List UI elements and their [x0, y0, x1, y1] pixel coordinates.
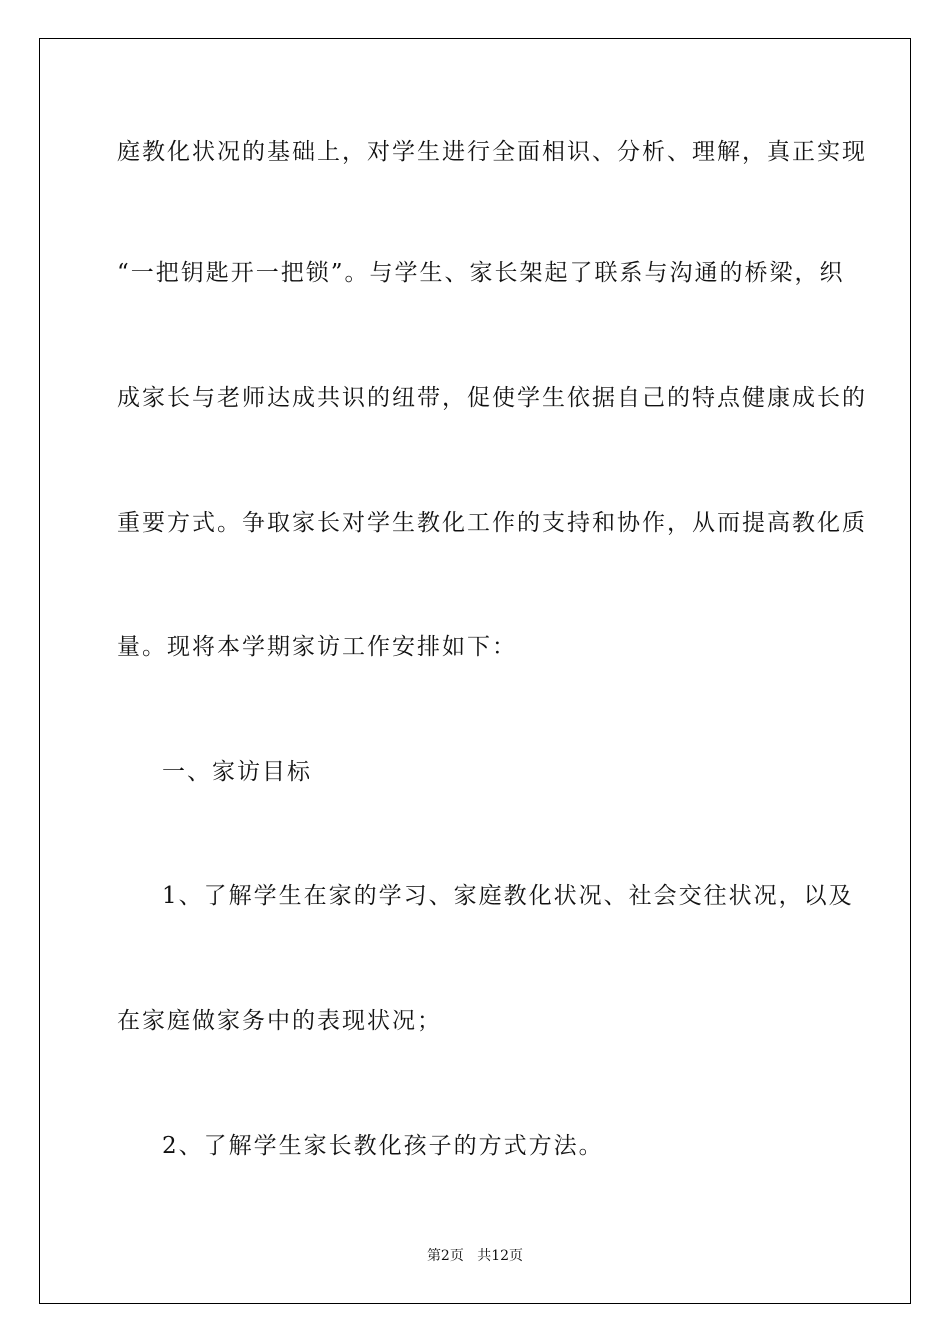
total-pages: 共12页: [477, 1248, 524, 1264]
body-text-line: 庭教化状况的基础上，对学生进行全面相识、分析、理解，真正实现: [117, 139, 867, 165]
page-border: [39, 38, 911, 1304]
body-text-line: 量。现将本学期家访工作安排如下：: [117, 634, 517, 660]
body-text-line: “一把钥匙开一把锁”。与学生、家长架起了联系与沟通的桥梁，织: [117, 260, 845, 286]
body-text-line: 重要方式。争取家长对学生教化工作的支持和协作，从而提高教化质: [117, 510, 867, 536]
body-text-line: 成家长与老师达成共识的纽带，促使学生依据自己的特点健康成长的: [117, 385, 867, 411]
page-number: 第2页: [426, 1248, 464, 1264]
list-item-text: 2、了解学生家长教化孩子的方式方法。: [162, 1133, 604, 1159]
page-footer: [0, 1247, 950, 1265]
section-heading: 一、家访目标: [162, 759, 312, 785]
list-item-text: 1、了解学生在家的学习、家庭教化状况、社会交往状况，以及: [162, 883, 854, 909]
list-item-text: 在家庭做家务中的表现状况；: [117, 1008, 442, 1034]
